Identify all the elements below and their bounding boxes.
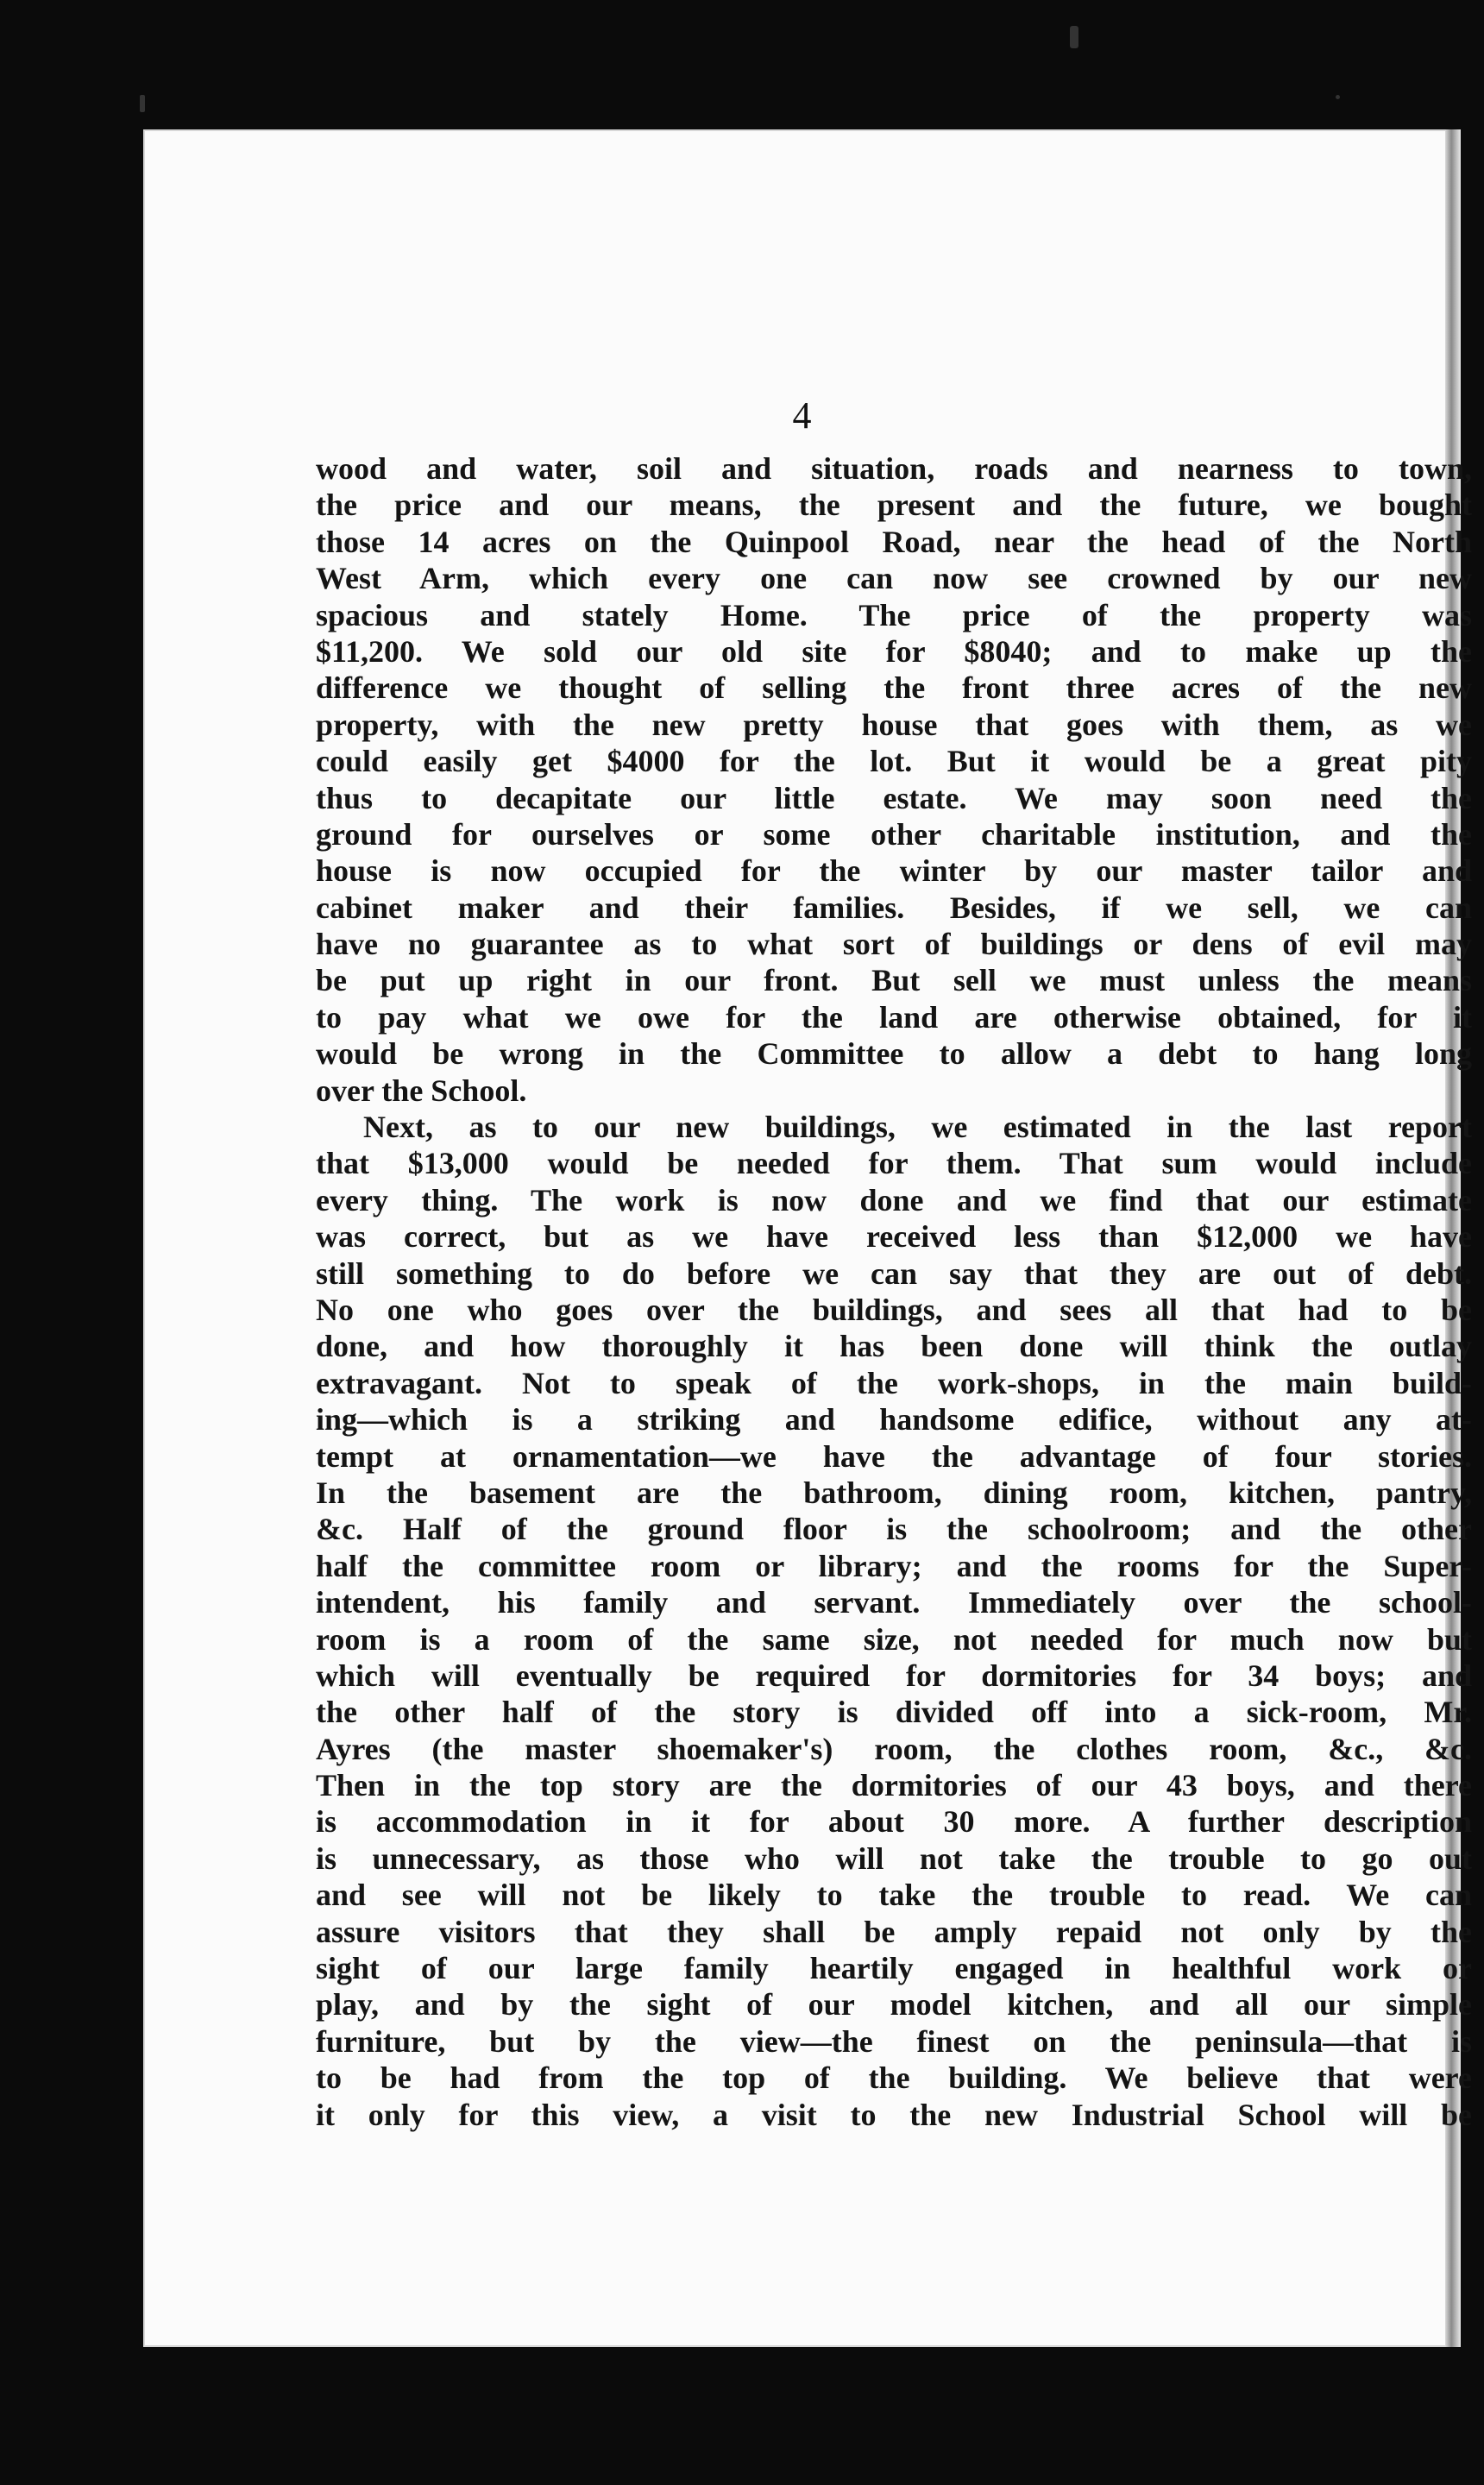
text-line: could easily get $4000 for the lot. But it would be a great pity (316, 744, 1472, 779)
scan-speck (140, 95, 145, 112)
text-line: to pay what we owe for the land are otherwise obtained, for it (316, 999, 1472, 1035)
paragraph-end-line: over the School. (316, 1073, 527, 1108)
text-line: tempt at ornamentation—we have the advantage of four stories. (316, 1438, 1472, 1474)
text-line: sight of our large family heartily engaged in healthful work or (316, 1951, 1472, 1986)
text-line: difference we thought of selling the front three acres of the new (316, 670, 1472, 706)
page-number: 4 (792, 394, 812, 437)
text-line: play, and by the sight of our model kitchen, and all our simple (316, 1987, 1472, 2023)
text-line: is unnecessary, as those who will not take the trouble to go out (316, 1840, 1472, 1876)
text-line: the price and our means, the present and the future, we bought (316, 488, 1472, 523)
text-line: those 14 acres on the Quinpool Road, near the head of the North (316, 524, 1472, 559)
document-page (143, 129, 1472, 2347)
text-line: intendent, his family and servant. Immediately over the school- (316, 1585, 1472, 1620)
text-line: still something to do before we can say that they are out of debt. (316, 1255, 1472, 1291)
text-line: would be wrong in the Committee to allow a debt to hang long (316, 1036, 1472, 1072)
text-line: extravagant. Not to speak of the work-shops, in the main build- (316, 1365, 1472, 1400)
text-line: No one who goes over the buildings, and sees all that had to be (316, 1292, 1472, 1327)
text-line: thus to decapitate our little estate. We may soon need the (316, 780, 1472, 815)
text-line: is accommodation in it for about 30 more. A further description (316, 1804, 1472, 1840)
text-line: the other half of the story is divided off into a sick-room, Mr. (316, 1695, 1472, 1730)
body-text (316, 450, 1472, 2133)
text-line: furniture, but by the view—the finest on the peninsula—that is (316, 2023, 1472, 2059)
text-line: was correct, but as we have received less than $12,000 we have (316, 1219, 1472, 1255)
text-line: Ayres (the master shoemaker's) room, the clothes room, &c., &c. (316, 1731, 1472, 1766)
text-line: In the basement are the bathroom, dining room, kitchen, pantry, (316, 1475, 1472, 1510)
text-line: and see will not be likely to take the trouble to read. We can (316, 1878, 1472, 1913)
text-line: half the committee room or library; and the rooms for the Super- (316, 1548, 1472, 1583)
text-line: every thing. The work is now done and we find that our estimate (316, 1182, 1472, 1217)
text-line: &c. Half of the ground floor is the schoolroom; and the other (316, 1512, 1472, 1547)
text-line: to be had from the top of the building. We believe that were (316, 2060, 1472, 2096)
text-line: cabinet maker and their families. Besides, if we sell, we can (316, 890, 1472, 925)
text-line: it only for this view, a visit to the new Industrial School will be (316, 2097, 1472, 2132)
text-line: room is a room of the same size, not needed for much now but (316, 1621, 1472, 1657)
text-line: wood and water, soil and situation, roads and nearness to town, (316, 451, 1472, 486)
text-line: have no guarantee as to what sort of buildings or dens of evil may (316, 927, 1472, 962)
text-line: which will eventually be required for dormitories for 34 boys; and (316, 1658, 1472, 1693)
text-line: ground for ourselves or some other charitable institution, and the (316, 816, 1472, 852)
text-line: house is now occupied for the winter by our master tailor and (316, 853, 1472, 889)
scan-speck (1336, 95, 1340, 99)
text-line: ing—which is a striking and handsome edifice, without any at- (316, 1402, 1472, 1438)
text-line: assure visitors that they shall be amply repaid not only by the (316, 1914, 1472, 1949)
text-line: West Arm, which every one can now see crowned by our new (316, 561, 1472, 596)
text-line: property, with the new pretty house that goes with them, as we (316, 707, 1472, 742)
text-line: $11,200. We sold our old site for $8040; and to make up the (316, 633, 1472, 669)
text-line: be put up right in our front. But sell we must unless the means (316, 963, 1472, 998)
text-line: spacious and stately Home. The price of the property was (316, 597, 1472, 632)
paragraph-start-line: Next, as to our new buildings, we estimated in the last report (363, 1110, 1472, 1145)
text-line: Then in the top story are the dormitories of our 43 boys, and there (316, 1768, 1472, 1803)
text-line: that $13,000 would be needed for them. That sum would include (316, 1146, 1472, 1181)
text-line: done, and how thoroughly it has been done will think the outlay (316, 1329, 1472, 1364)
scan-speck (1070, 26, 1078, 48)
